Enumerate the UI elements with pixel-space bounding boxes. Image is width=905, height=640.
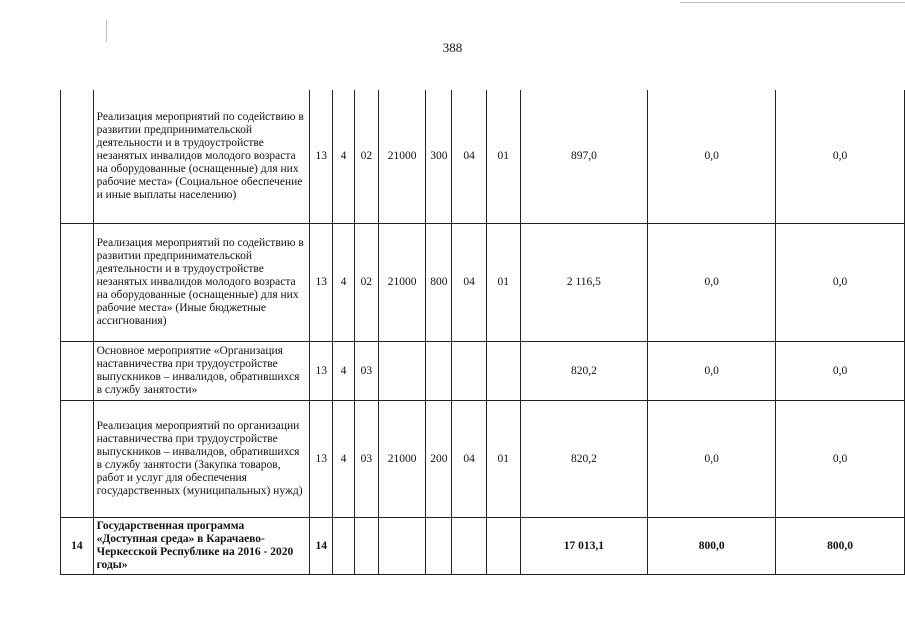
table-row [61, 401, 905, 518]
row-number-cell: 14 [61, 518, 94, 575]
code-cell [486, 518, 520, 575]
code-cell [426, 518, 452, 575]
code-cell: 04 [452, 90, 487, 224]
code-cell [426, 342, 452, 401]
code-cell: 4 [333, 90, 355, 224]
code-cell: 4 [333, 342, 355, 401]
code-cell: 200 [426, 401, 452, 518]
amount-cell: 0,0 [776, 90, 905, 224]
scan-artifact-left-mark [106, 20, 107, 42]
amount-cell: 800,0 [776, 518, 905, 575]
amount-cell: 897,0 [520, 90, 648, 224]
amount-cell: 0,0 [648, 90, 776, 224]
code-cell: 02 [354, 224, 378, 342]
code-cell [486, 342, 520, 401]
code-cell: 13 [310, 342, 333, 401]
table-row [61, 90, 905, 224]
code-cell [378, 342, 426, 401]
code-cell: 01 [486, 90, 520, 224]
amount-cell: 820,2 [520, 342, 648, 401]
code-cell: 21000 [378, 401, 426, 518]
amount-cell: 0,0 [648, 224, 776, 342]
code-cell: 800 [426, 224, 452, 342]
scan-artifact-top-line [680, 2, 905, 3]
row-number-cell [61, 342, 94, 401]
code-cell: 01 [486, 401, 520, 518]
amount-cell: 2 116,5 [520, 224, 648, 342]
row-name-cell: Реализация мероприятий по содействию в развитии предпринимательской деятельности и в трудоустройстве незанятых инвалидов молодого возраста на оборудованные (оснащенные) для них рабочие места» (Иные бюджетные ассигнования) [93, 224, 310, 342]
code-cell: 04 [452, 224, 487, 342]
amount-cell: 800,0 [648, 518, 776, 575]
code-cell: 04 [452, 401, 487, 518]
table-row [61, 224, 905, 342]
row-number-cell [61, 401, 94, 518]
code-cell: 4 [333, 224, 355, 342]
row-name-cell: Реализация мероприятий по содействию в развитии предпринимательской деятельности и в трудоустройстве незанятых инвалидов молодого возраста на оборудованные (оснащенные) для них рабочие места» (Социальное обеспечение и иные выплаты населению) [93, 90, 310, 224]
code-cell: 02 [354, 90, 378, 224]
amount-cell: 0,0 [776, 401, 905, 518]
row-name-cell: Государственная программа «Доступная среда» в Карачаево-Черкесской Республике на 2016 - 2020 годы» [93, 518, 310, 575]
amount-cell: 0,0 [648, 342, 776, 401]
code-cell: 4 [333, 401, 355, 518]
code-cell: 13 [310, 224, 333, 342]
code-cell [333, 518, 355, 575]
code-cell [452, 518, 487, 575]
code-cell: 01 [486, 224, 520, 342]
code-cell [378, 518, 426, 575]
table-row [61, 342, 905, 401]
amount-cell: 0,0 [776, 224, 905, 342]
row-name-cell: Основное мероприятие «Организация наставничества при трудоустройстве выпускников – инвалидов, обратившихся в службу занятости» [93, 342, 310, 401]
code-cell: 13 [310, 401, 333, 518]
code-cell: 21000 [378, 90, 426, 224]
amount-cell: 17 013,1 [520, 518, 648, 575]
budget-table [60, 90, 905, 575]
page-number: 388 [442, 40, 463, 55]
row-number-cell [61, 224, 94, 342]
code-cell: 14 [310, 518, 333, 575]
code-cell [354, 518, 378, 575]
row-number-cell [61, 90, 94, 224]
code-cell: 21000 [378, 224, 426, 342]
code-cell: 03 [354, 401, 378, 518]
amount-cell: 0,0 [648, 401, 776, 518]
code-cell [452, 342, 487, 401]
table-row-program-total [61, 518, 905, 575]
code-cell: 13 [310, 90, 333, 224]
amount-cell: 820,2 [520, 401, 648, 518]
row-name-cell: Реализация мероприятий по организации наставничества при трудоустройстве выпускников – инвалидов, обратившихся в службу занятости (Закупка товаров, работ и услуг для обеспечения государственных (муниципальных) нужд) [93, 401, 310, 518]
code-cell: 03 [354, 342, 378, 401]
code-cell: 300 [426, 90, 452, 224]
amount-cell: 0,0 [776, 342, 905, 401]
